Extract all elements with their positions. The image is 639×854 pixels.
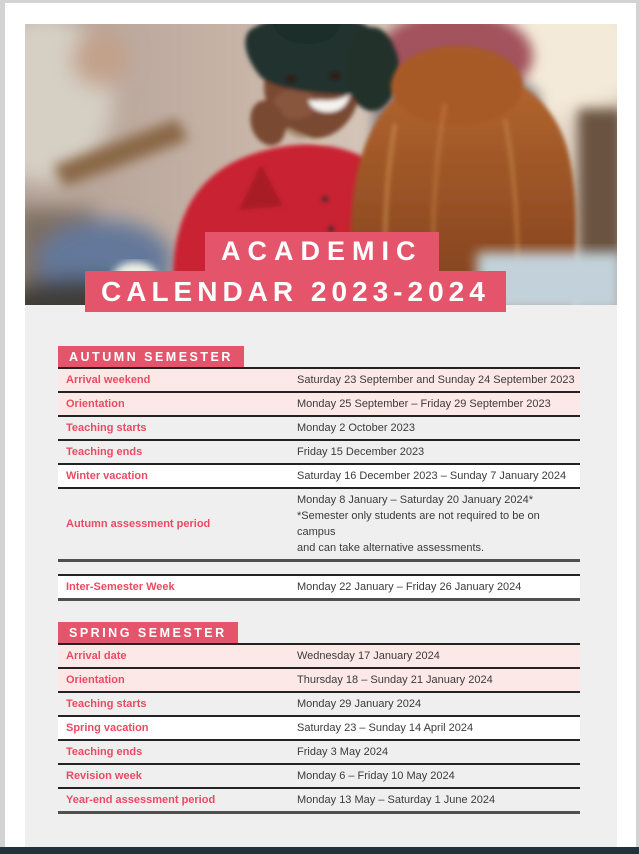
autumn-semester-section <box>58 305 580 601</box>
row-value: Saturday 23 September and Sunday 24 September 2023 <box>297 374 575 386</box>
row-label: Orientation <box>66 398 125 410</box>
spring-semester-table <box>58 643 580 814</box>
row-label: Year-end assessment period <box>66 794 216 806</box>
spacer-row <box>58 562 580 576</box>
row-value: Monday 13 May – Saturday 1 June 2024 <box>297 794 496 806</box>
row-value: Monday 2 October 2023 <box>297 422 416 434</box>
table-row <box>58 441 580 465</box>
row-label: Orientation <box>66 674 125 686</box>
page-title-line2: CALENDAR 2023-2024 <box>85 271 506 312</box>
row-value: Friday 3 May 2024 <box>297 746 389 758</box>
row-label: Teaching ends <box>66 746 143 758</box>
autumn-semester-title-banner: AUTUMN SEMESTER <box>58 346 244 367</box>
table-row <box>58 717 580 741</box>
row-label: Teaching starts <box>66 698 147 710</box>
row-label: Arrival weekend <box>66 374 151 386</box>
row-label: Inter-Semester Week <box>66 581 175 593</box>
row-label: Teaching starts <box>66 422 147 434</box>
row-value: Monday 6 – Friday 10 May 2024 <box>297 770 455 782</box>
page-title-line1: ACADEMIC <box>205 232 439 271</box>
row-value: Saturday 16 December 2023 – Sunday 7 January 2024 <box>297 470 567 482</box>
row-label: Teaching ends <box>66 446 143 458</box>
row-value: Thursday 18 – Sunday 21 January 2024 <box>297 674 493 686</box>
table-row <box>58 393 580 417</box>
row-label: Arrival date <box>66 650 127 662</box>
row-value: Wednesday 17 January 2024 <box>297 650 440 662</box>
table-row <box>58 765 580 789</box>
row-value: Monday 22 January – Friday 26 January 2024 <box>297 581 522 593</box>
table-row <box>58 576 580 601</box>
row-value: Monday 25 September – Friday 29 September 2023 <box>297 398 551 410</box>
row-label: Spring vacation <box>66 722 149 734</box>
table-row <box>58 669 580 693</box>
table-row <box>58 369 580 393</box>
row-value: Monday 8 January – Saturday 20 January 2024* *Semester only students are not required to be on campus and can take alternative assessments. <box>297 494 540 554</box>
row-label: Autumn assessment period <box>66 518 211 530</box>
row-value: Friday 15 December 2023 <box>297 446 425 458</box>
table-row <box>58 741 580 765</box>
table-row <box>58 693 580 717</box>
spring-semester-section <box>58 601 580 814</box>
row-label: Revision week <box>66 770 142 782</box>
table-row <box>58 417 580 441</box>
calendar-content-panel <box>25 305 617 854</box>
document-page <box>5 3 636 854</box>
row-value: Monday 29 January 2024 <box>297 698 422 710</box>
spring-semester-title-banner: SPRING SEMESTER <box>58 622 238 643</box>
row-value: Saturday 23 – Sunday 14 April 2024 <box>297 722 474 734</box>
autumn-semester-table <box>58 367 580 601</box>
table-row <box>58 489 580 562</box>
bottom-dark-bar <box>0 847 639 854</box>
row-label: Winter vacation <box>66 470 148 482</box>
table-row <box>58 645 580 669</box>
table-row <box>58 789 580 814</box>
table-row <box>58 465 580 489</box>
